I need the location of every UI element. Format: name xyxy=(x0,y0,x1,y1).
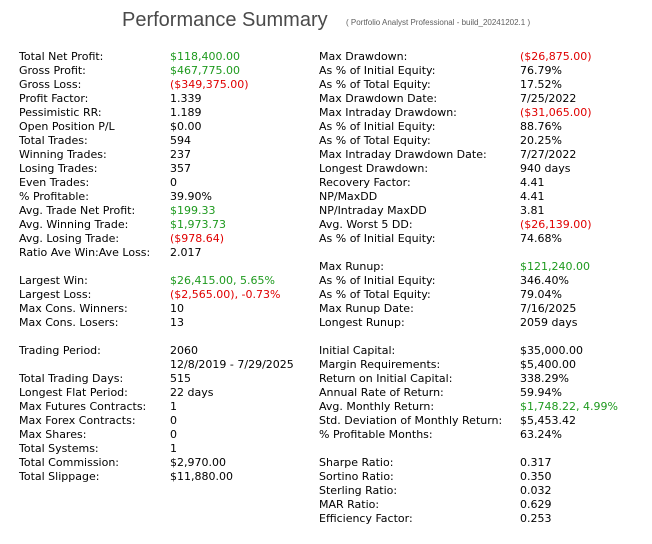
metric-value: 17.52% xyxy=(520,78,562,91)
metric-value: $5,453.42 xyxy=(520,414,576,427)
metric-value: ($31,065.00) xyxy=(520,106,592,119)
metric-value: 237 xyxy=(170,148,191,161)
metric-label: Max Intraday Drawdown: xyxy=(319,106,457,119)
metric-label: Max Cons. Losers: xyxy=(19,316,119,329)
metric-value: $467,775.00 xyxy=(170,64,240,77)
metric-value: $5,400.00 xyxy=(520,358,576,371)
metric-label: Avg. Trade Net Profit: xyxy=(19,204,136,217)
metric-label: Longest Flat Period: xyxy=(19,386,128,399)
metric-value: $2,970.00 xyxy=(170,456,226,469)
metric-value: 1.189 xyxy=(170,106,202,119)
metric-value: 2.017 xyxy=(170,246,202,259)
metric-label: As % of Initial Equity: xyxy=(319,232,436,245)
metric-value: $0.00 xyxy=(170,120,202,133)
metric-label: Longest Runup: xyxy=(319,316,405,329)
metric-value: 7/25/2022 xyxy=(520,92,577,105)
metric-value: 0 xyxy=(170,414,177,427)
metric-value: $26,415.00, 5.65% xyxy=(170,274,275,287)
metric-value: 594 xyxy=(170,134,191,147)
metric-value: 4.41 xyxy=(520,190,545,203)
metric-value: 515 xyxy=(170,372,191,385)
metric-value: ($26,139.00) xyxy=(520,218,592,231)
metric-label: Max Drawdown: xyxy=(319,50,408,63)
metric-label: Trading Period: xyxy=(19,344,101,357)
metric-label: Return on Initial Capital: xyxy=(319,372,453,385)
metric-label: Max Runup Date: xyxy=(319,302,414,315)
metric-value: 79.04% xyxy=(520,288,562,301)
metric-value: 0 xyxy=(170,428,177,441)
metric-value: $11,880.00 xyxy=(170,470,233,483)
metric-value: 0.629 xyxy=(520,498,552,511)
metric-value: $1,748.22, 4.99% xyxy=(520,400,618,413)
metric-label: Avg. Winning Trade: xyxy=(19,218,129,231)
metric-value: 88.76% xyxy=(520,120,562,133)
metric-label: Total Trading Days: xyxy=(19,372,124,385)
metric-label: Largest Win: xyxy=(19,274,88,287)
metric-value: $1,973.73 xyxy=(170,218,226,231)
metric-value: 63.24% xyxy=(520,428,562,441)
metric-label: Avg. Worst 5 DD: xyxy=(319,218,413,231)
metric-value: 39.90% xyxy=(170,190,212,203)
metric-value: 12/8/2019 - 7/29/2025 xyxy=(170,358,294,371)
metric-label: As % of Initial Equity: xyxy=(319,120,436,133)
metric-label: As % of Total Equity: xyxy=(319,78,431,91)
metric-value: 7/16/2025 xyxy=(520,302,577,315)
metric-value: ($978.64) xyxy=(170,232,225,245)
metric-label: Max Runup: xyxy=(319,260,384,273)
metric-value: 3.81 xyxy=(520,204,545,217)
metric-label: Sortino Ratio: xyxy=(319,470,394,483)
metric-label: Gross Loss: xyxy=(19,78,82,91)
metric-label: Max Cons. Winners: xyxy=(19,302,128,315)
metric-value: 0.253 xyxy=(520,512,552,525)
metric-label: Total Slippage: xyxy=(19,470,100,483)
metric-value: ($2,565.00), -0.73% xyxy=(170,288,281,301)
metric-label: Total Trades: xyxy=(19,134,88,147)
metric-label: As % of Initial Equity: xyxy=(319,64,436,77)
metric-value: 20.25% xyxy=(520,134,562,147)
metric-label: Recovery Factor: xyxy=(319,176,411,189)
metric-label: Max Intraday Drawdown Date: xyxy=(319,148,487,161)
metric-label: Max Shares: xyxy=(19,428,87,441)
metric-label: Open Position P/L xyxy=(19,120,115,133)
metric-value: 346.40% xyxy=(520,274,569,287)
metric-label: Losing Trades: xyxy=(19,162,98,175)
metric-label: Max Drawdown Date: xyxy=(319,92,438,105)
metric-label: Avg. Monthly Return: xyxy=(319,400,435,413)
metric-value: $118,400.00 xyxy=(170,50,240,63)
metric-value: 74.68% xyxy=(520,232,562,245)
metric-value: ($349,375.00) xyxy=(170,78,249,91)
metric-label: Initial Capital: xyxy=(319,344,396,357)
metric-label: Even Trades: xyxy=(19,176,90,189)
metric-value: ($26,875.00) xyxy=(520,50,592,63)
metric-label: Std. Deviation of Monthly Return: xyxy=(319,414,503,427)
metric-value: 940 days xyxy=(520,162,571,175)
metric-label: % Profitable: xyxy=(19,190,89,203)
metric-label: Longest Drawdown: xyxy=(319,162,429,175)
metric-label: Max Forex Contracts: xyxy=(19,414,136,427)
metric-label: Profit Factor: xyxy=(19,92,89,105)
metric-value: 59.94% xyxy=(520,386,562,399)
metric-label: MAR Ratio: xyxy=(319,498,380,511)
metric-value: 2060 xyxy=(170,344,198,357)
metric-label: Avg. Losing Trade: xyxy=(19,232,120,245)
metric-value: 0.032 xyxy=(520,484,552,497)
metric-label: Total Commission: xyxy=(19,456,120,469)
metric-value: 357 xyxy=(170,162,191,175)
metric-value: 22 days xyxy=(170,386,214,399)
metric-value: 13 xyxy=(170,316,184,329)
metric-label: Max Futures Contracts: xyxy=(19,400,147,413)
metric-label: % Profitable Months: xyxy=(319,428,433,441)
metric-label: Pessimistic RR: xyxy=(19,106,102,119)
metric-label: As % of Total Equity: xyxy=(319,134,431,147)
metric-label: Ratio Ave Win:Ave Loss: xyxy=(19,246,151,259)
metric-value: 4.41 xyxy=(520,176,545,189)
metric-value: 1 xyxy=(170,442,177,455)
metric-value: 1 xyxy=(170,400,177,413)
metric-value: 0 xyxy=(170,176,177,189)
metric-label: Largest Loss: xyxy=(19,288,92,301)
metric-label: NP/MaxDD xyxy=(319,190,378,203)
metric-label: As % of Initial Equity: xyxy=(319,274,436,287)
page-title: Performance Summary xyxy=(122,9,328,31)
metric-label: Winning Trades: xyxy=(19,148,107,161)
metric-value: $199.33 xyxy=(170,204,216,217)
metric-label: NP/Intraday MaxDD xyxy=(319,204,427,217)
metric-value: 338.29% xyxy=(520,372,569,385)
metric-value: 0.317 xyxy=(520,456,552,469)
metric-value: 0.350 xyxy=(520,470,552,483)
metric-value: 7/27/2022 xyxy=(520,148,577,161)
metric-value: $35,000.00 xyxy=(520,344,583,357)
metric-label: Annual Rate of Return: xyxy=(319,386,444,399)
metric-label: Margin Requirements: xyxy=(319,358,441,371)
metric-value: 2059 days xyxy=(520,316,578,329)
build-subtitle: ( Portfolio Analyst Professional - build_20241202.1 ) xyxy=(346,18,531,27)
metric-value: 76.79% xyxy=(520,64,562,77)
metric-label: Efficiency Factor: xyxy=(319,512,413,525)
metric-label: Sharpe Ratio: xyxy=(319,456,394,469)
metric-value: 10 xyxy=(170,302,184,315)
metric-label: Total Net Profit: xyxy=(19,50,104,63)
metric-value: $121,240.00 xyxy=(520,260,590,273)
metric-label: Sterling Ratio: xyxy=(319,484,398,497)
metric-label: Total Systems: xyxy=(19,442,99,455)
metric-value: 1.339 xyxy=(170,92,202,105)
metric-label: Gross Profit: xyxy=(19,64,86,77)
metric-label: As % of Total Equity: xyxy=(319,288,431,301)
